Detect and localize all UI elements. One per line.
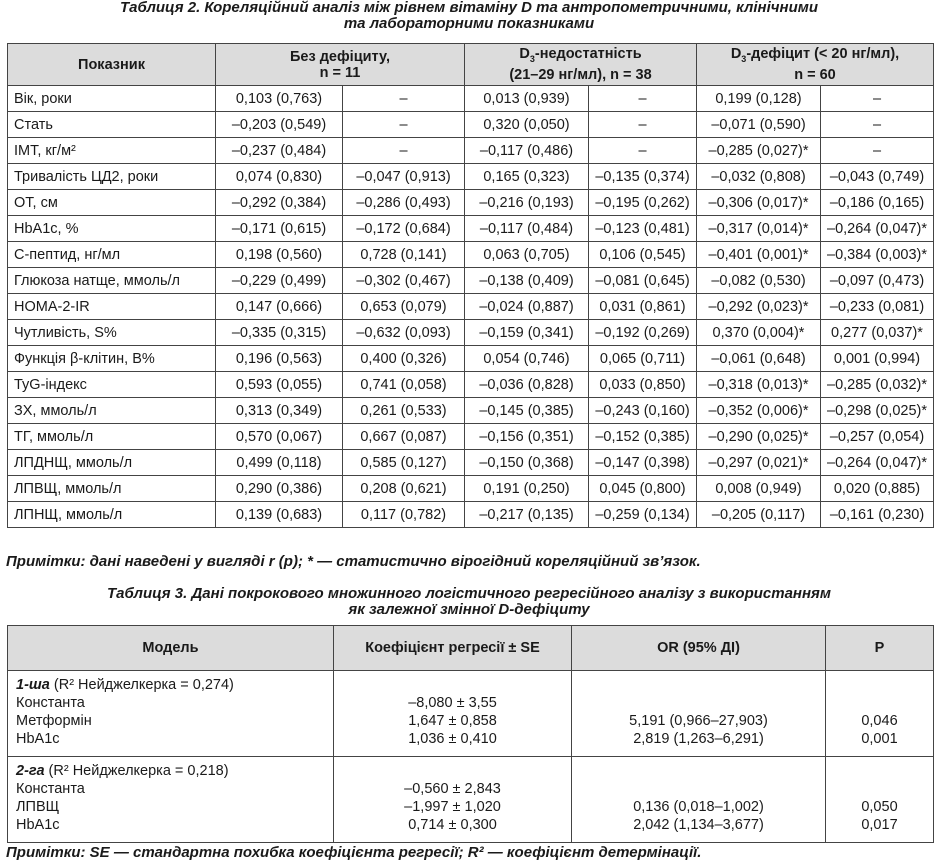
table-cell: –0,145 (0,385): [465, 398, 589, 424]
table-cell: –0,123 (0,481): [589, 216, 697, 242]
table-cell: –0,156 (0,351): [465, 424, 589, 450]
table-cell: –0,216 (0,193): [465, 190, 589, 216]
model-var: HbA1c: [16, 817, 60, 833]
table-cell: 0,593 (0,055): [216, 372, 343, 398]
or-value: 5,191 (0,966–27,903): [629, 713, 768, 729]
table-cell: 0,199 (0,128): [697, 86, 821, 112]
table-cell: 0,191 (0,250): [465, 476, 589, 502]
model-row: [8, 671, 934, 757]
table-cell: –0,150 (0,368): [465, 450, 589, 476]
row-label: Чутливість, S%: [8, 320, 216, 346]
header-d3-insufficiency-d: D: [519, 46, 530, 63]
p-value: 0,001: [861, 731, 898, 747]
table-cell: 0,370 (0,004)*: [697, 320, 821, 346]
row-label: Стать: [8, 112, 216, 138]
row-label: С-пептид, нг/мл: [8, 242, 216, 268]
table-cell: 0,147 (0,666): [216, 294, 343, 320]
table2-body: [8, 86, 934, 528]
table-cell: 0,499 (0,118): [216, 450, 343, 476]
table-cell: –0,159 (0,341): [465, 320, 589, 346]
or-cell: [572, 671, 826, 757]
table-cell: 0,033 (0,850): [589, 372, 697, 398]
header-odds-ratio: OR (95% ДІ): [572, 626, 826, 671]
table-cell: –0,297 (0,021)*: [697, 450, 821, 476]
model-var: ЛПВЩ: [16, 799, 60, 815]
row-label: TyG-індекс: [8, 372, 216, 398]
table-cell: –0,243 (0,160): [589, 398, 697, 424]
coef-value: –1,997 ± 1,020: [404, 799, 501, 815]
header-p: P: [826, 626, 934, 671]
table2-note: Примітки: дані наведені у вигляді r (p); * — статистично вірогідний кореляційний зв’язок.: [6, 553, 701, 570]
table2-header-row: [8, 44, 934, 86]
table-cell: 0,117 (0,782): [343, 502, 465, 528]
table-cell: 0,074 (0,830): [216, 164, 343, 190]
table-cell: –0,401 (0,001)*: [697, 242, 821, 268]
table-cell: –0,172 (0,684): [343, 216, 465, 242]
table-cell: 0,031 (0,861): [589, 294, 697, 320]
model-name: 2-га: [16, 763, 45, 779]
row-label: Глюкоза натще, ммоль/л: [8, 268, 216, 294]
table-cell: 0,008 (0,949): [697, 476, 821, 502]
table-row: [8, 372, 934, 398]
table-cell: –0,061 (0,648): [697, 346, 821, 372]
table-row: [8, 268, 934, 294]
table-row: [8, 450, 934, 476]
or-cell: [572, 757, 826, 843]
table-row: [8, 86, 934, 112]
table-row: [8, 346, 934, 372]
or-value: 2,819 (1,263–6,291): [633, 731, 764, 747]
table-cell: 0,065 (0,711): [589, 346, 697, 372]
model-var: Константа: [16, 781, 85, 797]
table-cell: 0,013 (0,939): [465, 86, 589, 112]
header-coefficient: Коефіцієнт регресії ± SE: [334, 626, 572, 671]
table-cell: 0,106 (0,545): [589, 242, 697, 268]
table-cell: –0,097 (0,473): [821, 268, 934, 294]
header-model: Модель: [8, 626, 334, 671]
header-d3-deficiency-text: -дефіцит (< 20 нг/мл),: [746, 46, 900, 63]
model-title: [16, 762, 333, 780]
coef-value: –8,080 ± 3,55: [408, 695, 497, 711]
model-row: [8, 757, 934, 843]
table-cell: –: [589, 138, 697, 164]
table-cell: –0,292 (0,023)*: [697, 294, 821, 320]
model-cell: [8, 671, 334, 757]
table3-header-row: [8, 626, 934, 671]
row-label: HOMA-2-IR: [8, 294, 216, 320]
table-cell: –0,237 (0,484): [216, 138, 343, 164]
table-cell: –0,384 (0,003)*: [821, 242, 934, 268]
header-d3-deficiency-sub: 3: [741, 53, 747, 64]
table-row: [8, 398, 934, 424]
row-label: ТГ, ммоль/л: [8, 424, 216, 450]
table-cell: –0,152 (0,385): [589, 424, 697, 450]
coef-value: 0,714 ± 0,300: [408, 817, 497, 833]
table-cell: –0,290 (0,025)*: [697, 424, 821, 450]
table-cell: 0,653 (0,079): [343, 294, 465, 320]
table-cell: –0,302 (0,467): [343, 268, 465, 294]
row-label: ЗХ, ммоль/л: [8, 398, 216, 424]
table-cell: –0,352 (0,006)*: [697, 398, 821, 424]
table2-caption: [0, 0, 938, 32]
table-cell: –0,071 (0,590): [697, 112, 821, 138]
table-cell: –: [343, 138, 465, 164]
table-cell: –: [589, 86, 697, 112]
table-cell: 0,741 (0,058): [343, 372, 465, 398]
table-cell: –: [821, 86, 934, 112]
table-cell: 0,261 (0,533): [343, 398, 465, 424]
table-cell: –0,195 (0,262): [589, 190, 697, 216]
model-r2: (R² Нейджелкерка = 0,218): [44, 763, 229, 779]
header-d3-insufficiency-sub: 3: [529, 53, 535, 64]
model-cell: [8, 757, 334, 843]
row-label: ЛПВЩ, ммоль/л: [8, 476, 216, 502]
table-cell: 0,277 (0,037)*: [821, 320, 934, 346]
table-cell: –0,117 (0,486): [465, 138, 589, 164]
row-label: HbA1c, %: [8, 216, 216, 242]
header-no-deficiency-line1: Без дефіциту,: [290, 48, 390, 65]
or-value: 0,136 (0,018–1,002): [633, 799, 764, 815]
table-cell: –0,047 (0,913): [343, 164, 465, 190]
table-cell: –0,229 (0,499): [216, 268, 343, 294]
header-indicator: Показник: [8, 44, 216, 86]
row-label: Вік, роки: [8, 86, 216, 112]
table-cell: –0,117 (0,484): [465, 216, 589, 242]
table-row: [8, 294, 934, 320]
model-var: Константа: [16, 695, 85, 711]
p-value: 0,046: [861, 713, 898, 729]
table-cell: –: [343, 86, 465, 112]
table-cell: –0,264 (0,047)*: [821, 216, 934, 242]
table-row: [8, 242, 934, 268]
table-cell: 0,585 (0,127): [343, 450, 465, 476]
table-cell: 0,103 (0,763): [216, 86, 343, 112]
table-cell: 0,001 (0,994): [821, 346, 934, 372]
table2-caption-line2: та лабораторними показниками: [343, 15, 595, 32]
table-cell: –0,259 (0,134): [589, 502, 697, 528]
row-label: ОТ, см: [8, 190, 216, 216]
table-row: [8, 320, 934, 346]
table3-caption: [0, 586, 938, 618]
table-cell: –0,171 (0,615): [216, 216, 343, 242]
table-cell: –0,285 (0,027)*: [697, 138, 821, 164]
header-no-deficiency-line2: n = 11: [319, 64, 361, 81]
model-var: HbA1c: [16, 731, 60, 747]
row-label: Функція β-клітин, В%: [8, 346, 216, 372]
table-cell: 0,165 (0,323): [465, 164, 589, 190]
table-cell: 0,400 (0,326): [343, 346, 465, 372]
header-d3-insufficiency-line1: [465, 46, 696, 67]
table-cell: 0,045 (0,800): [589, 476, 697, 502]
row-label: Тривалість ЦД2, роки: [8, 164, 216, 190]
table-cell: 0,290 (0,386): [216, 476, 343, 502]
row-label: ІМТ, кг/м²: [8, 138, 216, 164]
model-r2: (R² Нейджелкерка = 0,274): [49, 677, 234, 693]
table-cell: –0,306 (0,017)*: [697, 190, 821, 216]
or-value: 2,042 (1,134–3,677): [633, 817, 764, 833]
table-cell: –0,024 (0,887): [465, 294, 589, 320]
table-cell: –: [343, 112, 465, 138]
table-cell: –0,257 (0,054): [821, 424, 934, 450]
table-row: [8, 138, 934, 164]
table-cell: –0,036 (0,828): [465, 372, 589, 398]
table-cell: –: [589, 112, 697, 138]
table-cell: –0,205 (0,117): [697, 502, 821, 528]
table-cell: –0,298 (0,025)*: [821, 398, 934, 424]
header-d3-insufficiency-text: -недостатність: [534, 46, 642, 63]
header-no-deficiency: [216, 44, 465, 86]
row-label: ЛПНЩ, ммоль/л: [8, 502, 216, 528]
row-label: ЛПДНЩ, ммоль/л: [8, 450, 216, 476]
header-d3-insufficiency-line2: (21–29 нг/мл), n = 38: [509, 66, 652, 83]
p-cell: [826, 757, 934, 843]
table-cell: –0,632 (0,093): [343, 320, 465, 346]
header-d3-deficiency-line1: [697, 46, 933, 67]
table-row: [8, 190, 934, 216]
regression-table: [7, 625, 934, 843]
table-cell: –0,286 (0,493): [343, 190, 465, 216]
table-cell: –0,318 (0,013)*: [697, 372, 821, 398]
table2-caption-line1: Таблиця 2. Кореляційний аналіз між рівнем вітаміну D та антропометричними, клінічними: [119, 0, 819, 16]
table-cell: –0,186 (0,165): [821, 190, 934, 216]
table-cell: 0,139 (0,683): [216, 502, 343, 528]
coef-cell: [334, 671, 572, 757]
model-title: [16, 676, 333, 694]
table-cell: –0,032 (0,808): [697, 164, 821, 190]
p-cell: [826, 671, 934, 757]
table-row: [8, 164, 934, 190]
table-cell: –0,264 (0,047)*: [821, 450, 934, 476]
p-value: 0,017: [861, 817, 898, 833]
table-cell: 0,208 (0,621): [343, 476, 465, 502]
table-cell: –0,081 (0,645): [589, 268, 697, 294]
table-cell: –0,147 (0,398): [589, 450, 697, 476]
table3-caption-line1: Таблиця 3. Дані покрокового множинного логістичного регресійного аналізу з використанням: [107, 585, 831, 602]
header-d3-deficiency-line2: n = 60: [794, 66, 836, 83]
header-d3-deficiency-d: D: [730, 46, 742, 63]
table3-note: Примітки: SE — стандартна похибка коефіцієнта регресії; R² — коефіцієнт детермінації.: [6, 844, 702, 861]
table-cell: –0,082 (0,530): [697, 268, 821, 294]
coef-value: 1,036 ± 0,410: [408, 731, 497, 747]
table-row: [8, 424, 934, 450]
table-cell: 0,320 (0,050): [465, 112, 589, 138]
table-row: [8, 476, 934, 502]
table-cell: –0,335 (0,315): [216, 320, 343, 346]
table-row: [8, 216, 934, 242]
header-d3-deficiency: [697, 44, 934, 86]
header-d3-insufficiency: [465, 44, 697, 86]
table3-caption-line2: як залежної змінної D-дефіциту: [348, 601, 590, 618]
table-cell: –0,135 (0,374): [589, 164, 697, 190]
table-cell: –0,217 (0,135): [465, 502, 589, 528]
coef-value: 1,647 ± 0,858: [408, 713, 497, 729]
table-cell: –0,138 (0,409): [465, 268, 589, 294]
table-cell: 0,020 (0,885): [821, 476, 934, 502]
table-cell: –0,161 (0,230): [821, 502, 934, 528]
coef-cell: [334, 757, 572, 843]
table-cell: 0,198 (0,560): [216, 242, 343, 268]
p-value: 0,050: [861, 799, 898, 815]
table-cell: –0,203 (0,549): [216, 112, 343, 138]
table-cell: 0,063 (0,705): [465, 242, 589, 268]
table3-body: [8, 671, 934, 843]
coef-value: –0,560 ± 2,843: [404, 781, 501, 797]
table-cell: 0,313 (0,349): [216, 398, 343, 424]
table-cell: –0,192 (0,269): [589, 320, 697, 346]
table-cell: –0,292 (0,384): [216, 190, 343, 216]
table-row: [8, 502, 934, 528]
model-name: 1-ша: [16, 677, 50, 693]
table-row: [8, 112, 934, 138]
correlation-table: [7, 43, 934, 528]
table-cell: –: [821, 138, 934, 164]
table-cell: –0,043 (0,749): [821, 164, 934, 190]
table-cell: 0,054 (0,746): [465, 346, 589, 372]
model-var: Метформін: [16, 713, 92, 729]
table-cell: 0,667 (0,087): [343, 424, 465, 450]
table-cell: –0,285 (0,032)*: [821, 372, 934, 398]
table-cell: 0,570 (0,067): [216, 424, 343, 450]
table-cell: –0,317 (0,014)*: [697, 216, 821, 242]
table-cell: –: [821, 112, 934, 138]
table-cell: 0,196 (0,563): [216, 346, 343, 372]
table-cell: 0,728 (0,141): [343, 242, 465, 268]
table-cell: –0,233 (0,081): [821, 294, 934, 320]
